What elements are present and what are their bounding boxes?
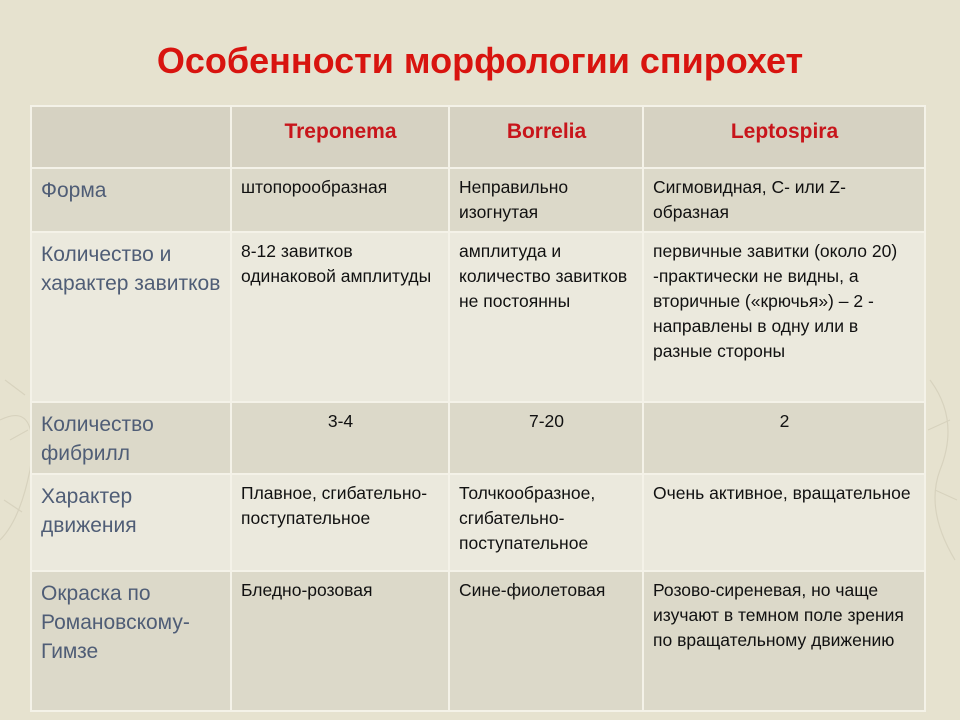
column-header-treponema: Treponema	[231, 106, 449, 168]
row-label-staining: Окраска по Романовскому-Гимзе	[31, 571, 231, 711]
table-row	[31, 232, 925, 402]
table-row	[31, 168, 925, 232]
table-cell: 8-12 завитков одинаковой амплитуды	[231, 232, 449, 402]
table-cell: первичные завитки (около 20) -практически не видны, а вторичные («крючья») – 2 - направлены в одну или в разные стороны	[643, 232, 925, 402]
table-cell: Сигмовидная, С- или Z- образная	[643, 168, 925, 232]
table-cell: Плавное, сгибательно-поступательное	[231, 474, 449, 571]
row-label-coils: Количество и характер завитков	[31, 232, 231, 402]
table-cell: Бледно-розовая	[231, 571, 449, 711]
page-title: Особенности морфологии спирохет	[156, 40, 804, 81]
table-cell: Сине-фиолетовая	[449, 571, 643, 711]
table-cell: Толчкообразное, сгибательно-поступательное	[449, 474, 643, 571]
table-cell: 2	[643, 402, 925, 474]
row-label-fibrils: Количество фибрилл	[31, 402, 231, 474]
table-cell: Неправильно изогнутая	[449, 168, 643, 232]
table-row	[31, 571, 925, 711]
table-header-row	[31, 106, 925, 168]
row-label-movement: Характер движения	[31, 474, 231, 571]
table-row	[31, 474, 925, 571]
table-cell: Очень активное, вращательное	[643, 474, 925, 571]
table-corner-cell	[31, 106, 231, 168]
table-cell: Розово-сиреневая, но чаще изучают в темном поле зрения по вращательному движению	[643, 571, 925, 711]
row-label-shape: Форма	[31, 168, 231, 232]
table-row	[31, 402, 925, 474]
table-cell: амплитуда и количество завитков не постоянны	[449, 232, 643, 402]
column-header-borrelia: Borrelia	[449, 106, 643, 168]
table-cell: 7-20	[449, 402, 643, 474]
table-cell: 3-4	[231, 402, 449, 474]
spirochete-comparison-table	[30, 105, 926, 712]
table-cell: штопорообразная	[231, 168, 449, 232]
column-header-leptospira: Leptospira	[643, 106, 925, 168]
